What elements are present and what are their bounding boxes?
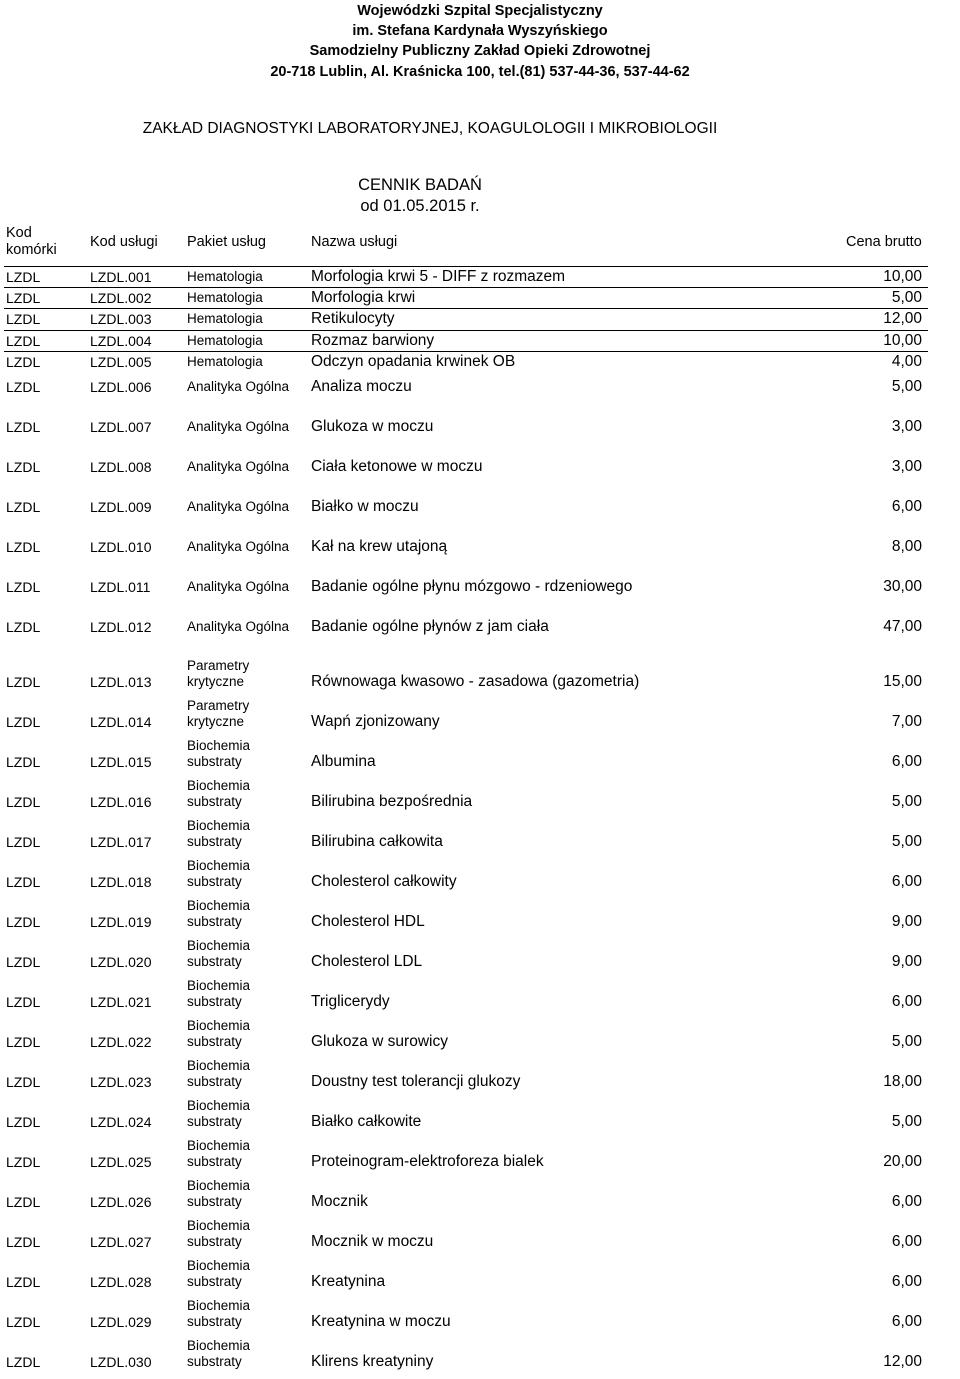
cell-unit-code: LZDL [6, 269, 41, 285]
cell-unit-code: LZDL [6, 1274, 41, 1290]
cell-service-name: Albumina [311, 753, 376, 770]
cell-service-code: LZDL.016 [90, 794, 152, 810]
price-list-title: CENNIK BADAŃ [358, 176, 482, 194]
cell-package: Analityka Ogólna [187, 619, 290, 634]
cell-unit-code: LZDL [6, 1234, 41, 1250]
cell-package-line2: substraty [187, 1354, 242, 1369]
cell-package-line2: substraty [187, 1034, 242, 1049]
row-separator [4, 287, 928, 288]
cell-price: 47,00 [883, 618, 922, 635]
cell-package-line1: Biochemia [187, 1058, 251, 1073]
cell-price: 6,00 [891, 873, 922, 890]
row-separator [4, 308, 928, 309]
cell-package-line1: Parametry [187, 658, 250, 673]
cell-package-line1: Parametry [187, 698, 250, 713]
cell-service-name: Kał na krew utajoną [311, 538, 448, 555]
cell-service-code: LZDL.019 [90, 914, 152, 930]
cell-service-code: LZDL.021 [90, 994, 152, 1010]
cell-price: 12,00 [883, 1353, 922, 1370]
price-list-date: od 01.05.2015 r. [360, 197, 480, 215]
cell-package-line2: substraty [187, 954, 242, 969]
cell-service-name: Klirens kreatyniny [311, 1353, 434, 1370]
cell-price: 20,00 [883, 1153, 922, 1170]
cell-service-code: LZDL.005 [90, 354, 152, 370]
cell-unit-code: LZDL [6, 579, 41, 595]
hospital-type: Samodzielny Publiczny Zakład Opieki Zdrowotnej [309, 43, 651, 59]
cell-service-code: LZDL.015 [90, 754, 152, 770]
cell-package-line1: Biochemia [187, 1098, 251, 1113]
cell-package-line1: Biochemia [187, 978, 251, 993]
cell-price: 6,00 [891, 1233, 922, 1250]
cell-service-code: LZDL.018 [90, 874, 152, 890]
cell-price: 5,00 [891, 1113, 922, 1130]
cell-price: 10,00 [883, 332, 922, 349]
cell-package-line2: substraty [187, 1154, 242, 1169]
cell-service-code: LZDL.014 [90, 714, 152, 730]
cell-service-name: Doustny test tolerancji glukozy [311, 1073, 521, 1090]
cell-package-line2: krytyczne [187, 714, 245, 729]
cell-package-line1: Biochemia [187, 1138, 251, 1153]
cell-service-code: LZDL.029 [90, 1314, 152, 1330]
cell-service-code: LZDL.027 [90, 1234, 152, 1250]
cell-service-name: Cholesterol całkowity [311, 873, 457, 890]
cell-unit-code: LZDL [6, 499, 41, 515]
cell-unit-code: LZDL [6, 954, 41, 970]
cell-service-name: Bilirubina całkowita [311, 833, 443, 850]
department-name: ZAKŁAD DIAGNOSTYKI LABORATORYJNEJ, KOAGULOLOGII I MIKROBIOLOGII [142, 120, 718, 137]
cell-unit-code: LZDL [6, 354, 41, 370]
row-separator [4, 266, 928, 267]
cell-price: 4,00 [891, 353, 922, 370]
cell-service-name: Glukoza w surowicy [311, 1033, 448, 1050]
cell-service-code: LZDL.023 [90, 1074, 152, 1090]
row-separator [4, 330, 928, 331]
cell-package-line2: substraty [187, 994, 242, 1009]
cell-service-name: Bilirubina bezpośrednia [311, 793, 473, 810]
cell-unit-code: LZDL [6, 539, 41, 555]
cell-package-line1: Biochemia [187, 898, 251, 913]
cell-package-line1: Biochemia [187, 1018, 251, 1033]
cell-package-line2: substraty [187, 1314, 242, 1329]
cell-service-code: LZDL.012 [90, 619, 152, 635]
cell-unit-code: LZDL [6, 1074, 41, 1090]
cell-package-line2: substraty [187, 1114, 242, 1129]
cell-service-name: Mocznik w moczu [311, 1233, 434, 1250]
cell-price: 3,00 [891, 458, 922, 475]
cell-unit-code: LZDL [6, 834, 41, 850]
cell-service-name: Retikulocyty [311, 310, 395, 327]
cell-package-line2: substraty [187, 874, 242, 889]
cell-package: Analityka Ogólna [187, 459, 290, 474]
cell-service-code: LZDL.011 [90, 579, 151, 595]
cell-service-code: LZDL.010 [90, 539, 152, 555]
cell-package-line2: substraty [187, 794, 242, 809]
col-kod-uslugi: Kod usługi [90, 234, 158, 250]
cell-service-name: Białko całkowite [311, 1113, 422, 1130]
cell-price: 9,00 [891, 953, 922, 970]
cell-package: Hematologia [187, 290, 263, 305]
cell-service-code: LZDL.002 [90, 290, 152, 306]
cell-service-name: Równowaga kwasowo - zasadowa (gazometria) [311, 673, 640, 690]
cell-package: Analityka Ogólna [187, 419, 290, 434]
cell-service-name: Triglicerydy [311, 993, 390, 1010]
cell-price: 18,00 [883, 1073, 922, 1090]
cell-price: 6,00 [891, 1193, 922, 1210]
cell-package-line1: Biochemia [187, 738, 251, 753]
cell-package: Analityka Ogólna [187, 539, 290, 554]
cell-price: 6,00 [891, 1313, 922, 1330]
cell-package-line1: Biochemia [187, 1178, 251, 1193]
cell-package-line1: Biochemia [187, 1218, 251, 1233]
cell-price: 7,00 [891, 713, 922, 730]
cell-package-line2: substraty [187, 1274, 242, 1289]
cell-package: Hematologia [187, 354, 263, 369]
cell-package-line2: substraty [187, 1194, 242, 1209]
cell-package-line2: krytyczne [187, 674, 245, 689]
cell-unit-code: LZDL [6, 1114, 41, 1130]
cell-unit-code: LZDL [6, 459, 41, 475]
cell-service-name: Odczyn opadania krwinek OB [311, 353, 516, 370]
cell-unit-code: LZDL [6, 994, 41, 1010]
cell-service-code: LZDL.028 [90, 1274, 152, 1290]
cell-service-name: Morfologia krwi 5 - DIFF z rozmazem [311, 268, 566, 285]
cell-package: Hematologia [187, 269, 263, 284]
cell-unit-code: LZDL [6, 914, 41, 930]
cell-price: 3,00 [891, 418, 922, 435]
cell-package-line1: Biochemia [187, 938, 251, 953]
cell-unit-code: LZDL [6, 333, 41, 349]
cell-package: Analityka Ogólna [187, 499, 290, 514]
cell-service-name: Kreatynina [311, 1273, 386, 1290]
cell-price: 6,00 [891, 993, 922, 1010]
cell-price: 10,00 [883, 268, 922, 285]
cell-price: 6,00 [891, 1273, 922, 1290]
cell-unit-code: LZDL [6, 874, 41, 890]
col-pakiet-uslug: Pakiet usług [187, 234, 266, 250]
cell-price: 8,00 [891, 538, 922, 555]
cell-unit-code: LZDL [6, 1154, 41, 1170]
cell-unit-code: LZDL [6, 1034, 41, 1050]
cell-service-code: LZDL.026 [90, 1194, 152, 1210]
cell-price: 12,00 [883, 310, 922, 327]
cell-unit-code: LZDL [6, 311, 41, 327]
row-separator [4, 351, 928, 352]
col-nazwa-uslugi: Nazwa usługi [311, 234, 398, 250]
hospital-address: 20-718 Lublin, Al. Kraśnicka 100, tel.(81) 537-44-36, 537-44-62 [270, 64, 690, 80]
cell-service-code: LZDL.009 [90, 499, 152, 515]
cell-package: Analityka Ogólna [187, 579, 290, 594]
cell-service-code: LZDL.006 [90, 379, 152, 395]
cell-service-name: Morfologia krwi [311, 289, 416, 306]
hospital-name: Wojewódzki Szpital Specjalistyczny [357, 3, 603, 19]
cell-service-code: LZDL.024 [90, 1114, 152, 1130]
cell-unit-code: LZDL [6, 1194, 41, 1210]
cell-price: 15,00 [883, 673, 922, 690]
cell-package-line1: Biochemia [187, 1338, 251, 1353]
cell-unit-code: LZDL [6, 714, 41, 730]
cell-service-name: Badanie ogólne płynów z jam ciała [311, 618, 549, 635]
cell-service-code: LZDL.004 [90, 333, 152, 349]
col-kod-komorki-line2: komórki [6, 242, 57, 258]
cell-service-code: LZDL.025 [90, 1154, 152, 1170]
cell-service-name: Kreatynina w moczu [311, 1313, 451, 1330]
cell-service-name: Cholesterol LDL [311, 953, 423, 970]
cell-package-line2: substraty [187, 1234, 242, 1249]
cell-service-code: LZDL.030 [90, 1354, 152, 1370]
cell-price: 5,00 [891, 833, 922, 850]
cell-service-code: LZDL.007 [90, 419, 152, 435]
cell-package: Hematologia [187, 311, 263, 326]
cell-price: 5,00 [891, 793, 922, 810]
cell-service-code: LZDL.017 [90, 834, 152, 850]
col-cena-brutto: Cena brutto [846, 234, 922, 250]
cell-unit-code: LZDL [6, 1314, 41, 1330]
cell-service-name: Wapń zjonizowany [311, 713, 440, 730]
cell-service-code: LZDL.022 [90, 1034, 152, 1050]
cell-unit-code: LZDL [6, 619, 41, 635]
cell-price: 5,00 [891, 289, 922, 306]
cell-price: 5,00 [891, 1033, 922, 1050]
cell-unit-code: LZDL [6, 794, 41, 810]
cell-price: 6,00 [891, 753, 922, 770]
cell-package: Hematologia [187, 333, 263, 348]
cell-unit-code: LZDL [6, 1354, 41, 1370]
cell-package-line2: substraty [187, 914, 242, 929]
cell-service-code: LZDL.001 [90, 269, 152, 285]
cell-unit-code: LZDL [6, 290, 41, 306]
cell-service-name: Badanie ogólne płynu mózgowo - rdzeniowego [311, 578, 633, 595]
cell-service-name: Analiza moczu [311, 378, 412, 395]
cell-package-line1: Biochemia [187, 1258, 251, 1273]
cell-price: 9,00 [891, 913, 922, 930]
cell-price: 5,00 [891, 378, 922, 395]
col-kod-komorki-line1: Kod [6, 225, 32, 241]
cell-service-code: LZDL.020 [90, 954, 152, 970]
cell-package-line2: substraty [187, 1074, 242, 1089]
cell-service-code: LZDL.003 [90, 311, 152, 327]
cell-service-code: LZDL.008 [90, 459, 152, 475]
cell-unit-code: LZDL [6, 379, 41, 395]
cell-price: 30,00 [883, 578, 922, 595]
cell-unit-code: LZDL [6, 419, 41, 435]
cell-package-line2: substraty [187, 754, 242, 769]
cell-package: Analityka Ogólna [187, 379, 290, 394]
cell-package-line1: Biochemia [187, 818, 251, 833]
cell-unit-code: LZDL [6, 754, 41, 770]
cell-price: 6,00 [891, 498, 922, 515]
hospital-patron: im. Stefana Kardynała Wyszyńskiego [352, 23, 608, 39]
cell-service-name: Ciała ketonowe w moczu [311, 458, 483, 475]
cell-package-line2: substraty [187, 834, 242, 849]
cell-service-name: Rozmaz barwiony [311, 332, 435, 349]
cell-package-line1: Biochemia [187, 858, 251, 873]
cell-service-name: Cholesterol HDL [311, 913, 425, 930]
cell-service-name: Białko w moczu [311, 498, 419, 515]
cell-package-line1: Biochemia [187, 778, 251, 793]
cell-unit-code: LZDL [6, 674, 41, 690]
cell-service-name: Glukoza w moczu [311, 418, 434, 435]
cell-service-name: Mocznik [311, 1193, 368, 1210]
cell-service-name: Proteinogram-elektroforeza bialek [311, 1153, 544, 1170]
cell-service-code: LZDL.013 [90, 674, 152, 690]
cell-package-line1: Biochemia [187, 1298, 251, 1313]
